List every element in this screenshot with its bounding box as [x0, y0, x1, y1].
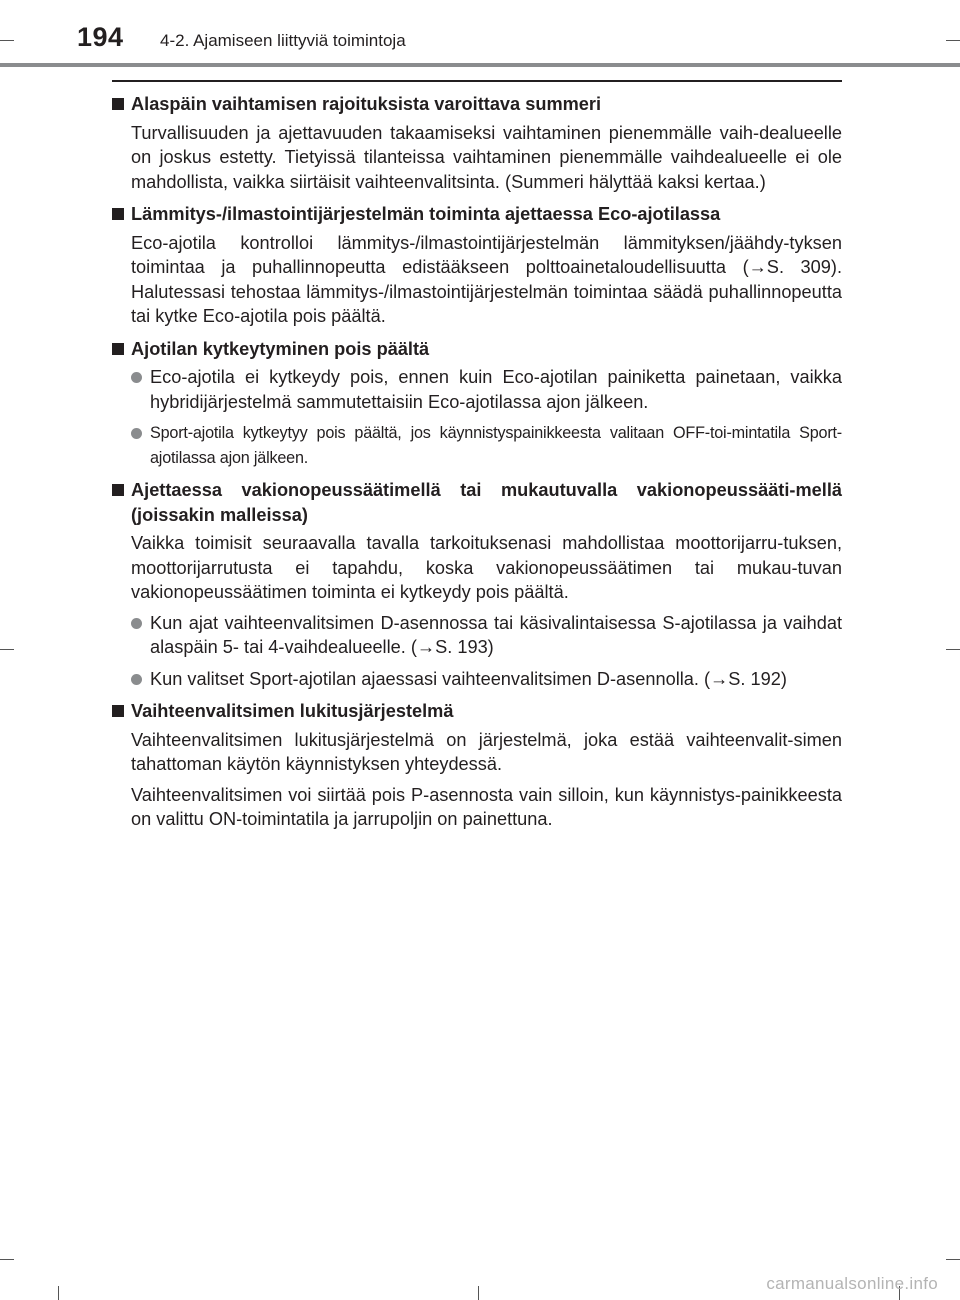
paragraph: Vaihteenvalitsimen voi siirtää pois P-asennosta vain silloin, kun käynnistys-painikkeesta on valittu ON-toimintatila ja jarrupoljin on painettuna. [131, 784, 842, 829]
crop-mark [946, 649, 960, 650]
square-bullet-icon [112, 343, 124, 355]
square-bullet-icon [112, 208, 124, 220]
section-cruise-control [112, 478, 842, 691]
list-item-text: Eco-ajotila ei kytkeydy pois, ennen kuin Eco-ajotilan painiketta painetaan, vaikka hybridijärjestelmä sammutettaisiin Eco-ajotilassa ajon jälkeen. [150, 367, 842, 412]
section-heading [112, 202, 842, 227]
list-item [131, 365, 842, 414]
page-body [112, 92, 842, 840]
section-rule [112, 80, 842, 82]
section-title: Alaspäin vaihtamisen rajoituksista varoittava summeri [131, 94, 602, 114]
list-item [131, 667, 842, 692]
section-title: Ajettaessa vakionopeussäätimellä tai mukautuvalla vakionopeussääti-mellä (joissakin malleissa) [131, 480, 842, 525]
crop-mark [946, 1259, 960, 1260]
section-heading [112, 337, 842, 362]
list-item [131, 421, 842, 470]
section-drive-mode-off [112, 337, 842, 471]
paragraph: Vaihteenvalitsimen lukitusjärjestelmä on järjestelmä, joka estää vaihteenvalit-simen tahattoman käytön käynnistyksen yhteydessä. [131, 729, 842, 774]
chapter-title: 4-2. Ajamiseen liittyviä toimintoja [160, 31, 406, 50]
paragraph: Turvallisuuden ja ajettavuuden takaamiseksi vaihtaminen pienemmälle vaih-dealueelle on joskus estetty. Tietyissä tilanteissa vaihtaminen pienemmälle vaihdealueelle ei ole mahdollista, vaikka siirtäisit vaihteenvalitsinta. (Summeri hälyttää kaksi kertaa.) [131, 122, 842, 192]
list-item [131, 611, 842, 660]
square-bullet-icon [112, 98, 124, 110]
crop-mark [0, 40, 14, 41]
crop-mark [0, 649, 14, 650]
crop-mark [478, 1286, 479, 1300]
section-heading [112, 699, 842, 724]
section-heading [112, 92, 842, 117]
section-title: Ajotilan kytkeytyminen pois päältä [131, 338, 430, 359]
crop-mark [58, 1286, 59, 1300]
section-title: Vaihteenvalitsimen lukitusjärjestelmä [131, 701, 454, 721]
page-number: 194 [77, 22, 124, 52]
crop-mark [0, 1259, 14, 1260]
section-downshift-buzzer [112, 92, 842, 194]
square-bullet-icon [112, 705, 124, 717]
round-bullet-icon [131, 428, 142, 439]
list-item-text: Kun ajat vaihteenvalitsimen D-asennossa tai käsivalintaisessa S-ajotilassa ja vaihdat alaspäin 5- tai 4-vaihdealueelle. (→S. 193) [150, 612, 842, 657]
round-bullet-icon [131, 372, 142, 383]
section-climate-eco [112, 202, 842, 329]
header-divider [0, 63, 960, 67]
round-bullet-icon [131, 618, 142, 629]
paragraph: Vaikka toimisit seuraavalla tavalla tarkoituksenasi mahdollistaa moottorijarru-tuksen, moottorijarrutusta ei tapahdu, koska vakionopeussäätimen tai mukau-tuvan vakionopeussäätimen toiminta ei kytkeydy pois päältä. [131, 533, 842, 602]
paragraph: Eco-ajotila kontrolloi lämmitys-/ilmastointijärjestelmän lämmityksen/jäähdy-tyksen toimintaa ja puhallinnopeutta edistääkseen polttoainetaloudellisuutta (→S. 309). Halutessasi tehostaa lämmitys-/ilmastointijärjestelmän toimintaa säädä puhallinnopeutta tai kytke Eco-ajotila pois päältä. [131, 232, 842, 326]
list-item-text: Kun valitset Sport-ajotilan ajaessasi vaihteenvalitsimen D-asennolla. (→S. 192) [150, 668, 787, 689]
round-bullet-icon [131, 674, 142, 685]
crop-mark [946, 40, 960, 41]
square-bullet-icon [112, 484, 124, 496]
section-shift-lock [112, 699, 842, 832]
section-title: Lämmitys-/ilmastointijärjestelmän toiminta ajettaessa Eco-ajotilassa [131, 204, 721, 224]
section-heading [112, 478, 842, 527]
watermark: carmanualsonline.info [766, 1274, 938, 1293]
list-item-text: Sport-ajotila kytkeytyy pois päältä, jos käynnistyspainikkeesta valitaan OFF-toi-mintatila Sport-ajotilassa ajon jälkeen. [150, 424, 842, 467]
